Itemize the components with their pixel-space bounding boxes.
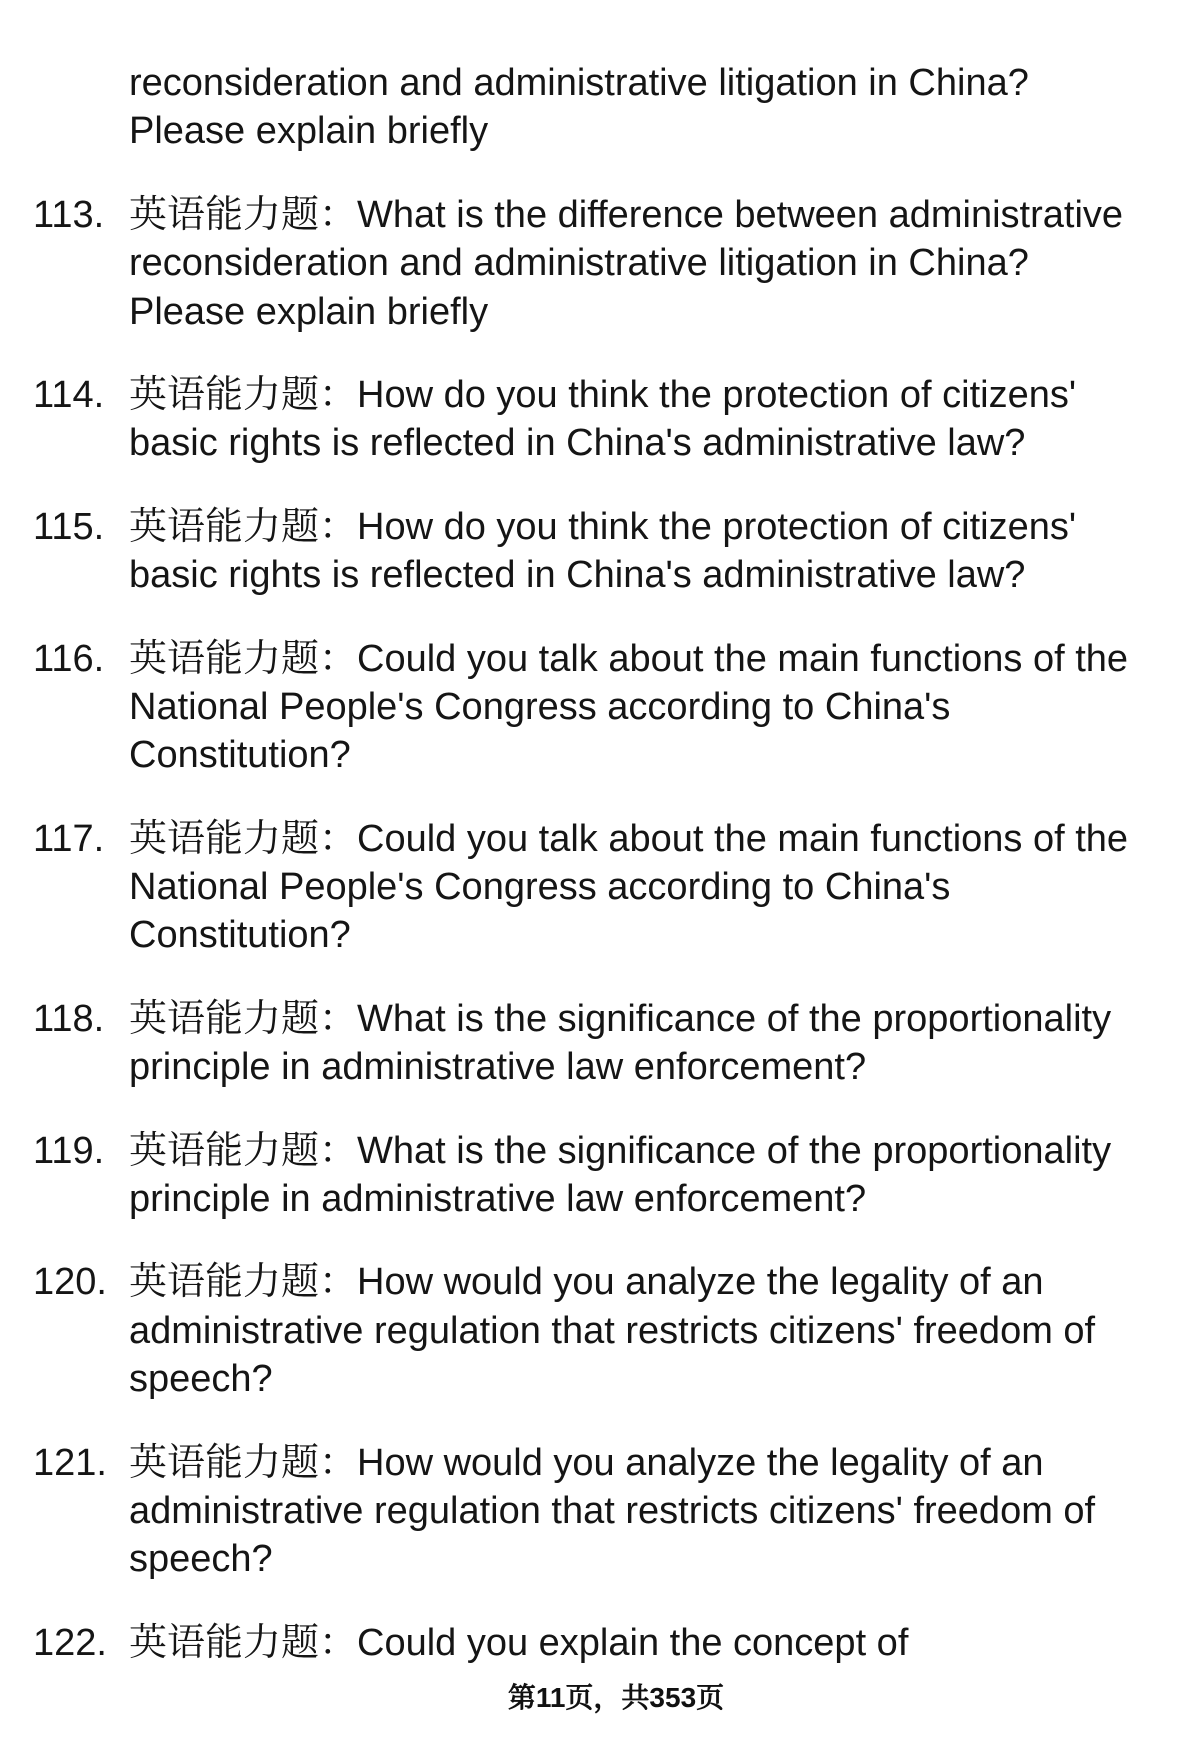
question-item	[0, 191, 1200, 336]
question-number: 116.	[33, 637, 105, 680]
question-line: National People's Congress according to China's	[129, 685, 951, 728]
question-line: National People's Congress according to China's	[129, 866, 951, 909]
question-line: principle in administrative law enforcement?	[129, 1178, 867, 1221]
question-number: 119.	[33, 1129, 105, 1172]
page-footer: 第11页，共353页	[507, 1682, 725, 1713]
question-line: 英语能力题：What is the significance of the proportionality	[129, 997, 1112, 1040]
question-item	[0, 1258, 1200, 1403]
question-line: speech?	[129, 1358, 273, 1401]
question-number: 115.	[33, 505, 105, 548]
question-number: 114.	[33, 373, 105, 416]
question-line: reconsideration and administrative litigation in China?	[129, 242, 1029, 285]
question-line: 英语能力题：Could you explain the concept of	[129, 1621, 909, 1664]
question-line: basic rights is reflected in China's administrative law?	[129, 422, 1026, 465]
question-line: Constitution?	[129, 734, 351, 777]
question-item	[0, 635, 1200, 780]
question-item	[0, 1619, 1200, 1667]
question-number: 120.	[33, 1261, 107, 1304]
question-line: principle in administrative law enforcement?	[129, 1046, 867, 1089]
question-item	[0, 1127, 1200, 1224]
question-list	[0, 59, 1200, 1702]
question-number: 122.	[33, 1621, 107, 1664]
question-continuation	[0, 59, 1200, 156]
question-line: Constitution?	[129, 914, 351, 957]
question-item	[0, 1439, 1200, 1584]
question-number: 121.	[33, 1441, 107, 1484]
question-line: basic rights is reflected in China's administrative law?	[129, 554, 1026, 597]
question-line: 英语能力题：Could you talk about the main functions of the	[129, 817, 1129, 860]
question-line: 英语能力题：How do you think the protection of citizens'	[129, 505, 1077, 548]
question-line: speech?	[129, 1538, 273, 1581]
question-item	[0, 815, 1200, 960]
question-number: 113.	[33, 193, 105, 236]
question-item	[0, 371, 1200, 468]
question-item	[0, 503, 1200, 600]
question-line: 英语能力题：How would you analyze the legality of an	[129, 1441, 1044, 1484]
question-number: 117.	[33, 817, 105, 860]
question-line: 英语能力题：How do you think the protection of citizens'	[129, 373, 1077, 416]
question-line: 英语能力题：What is the significance of the proportionality	[129, 1129, 1112, 1172]
question-line: administrative regulation that restricts citizens' freedom of	[129, 1309, 1096, 1352]
question-line: 英语能力题：How would you analyze the legality of an	[129, 1261, 1044, 1304]
question-line: reconsideration and administrative litigation in China?	[129, 62, 1029, 104]
question-line: Please explain briefly	[129, 290, 489, 333]
question-number: 118.	[33, 997, 105, 1040]
question-line: 英语能力题：Could you talk about the main functions of the	[129, 637, 1129, 680]
question-line: Please explain briefly	[129, 110, 489, 153]
question-item	[0, 995, 1200, 1092]
question-line: administrative regulation that restricts citizens' freedom of	[129, 1489, 1096, 1532]
question-line: 英语能力题：What is the difference between administrative	[129, 193, 1124, 236]
